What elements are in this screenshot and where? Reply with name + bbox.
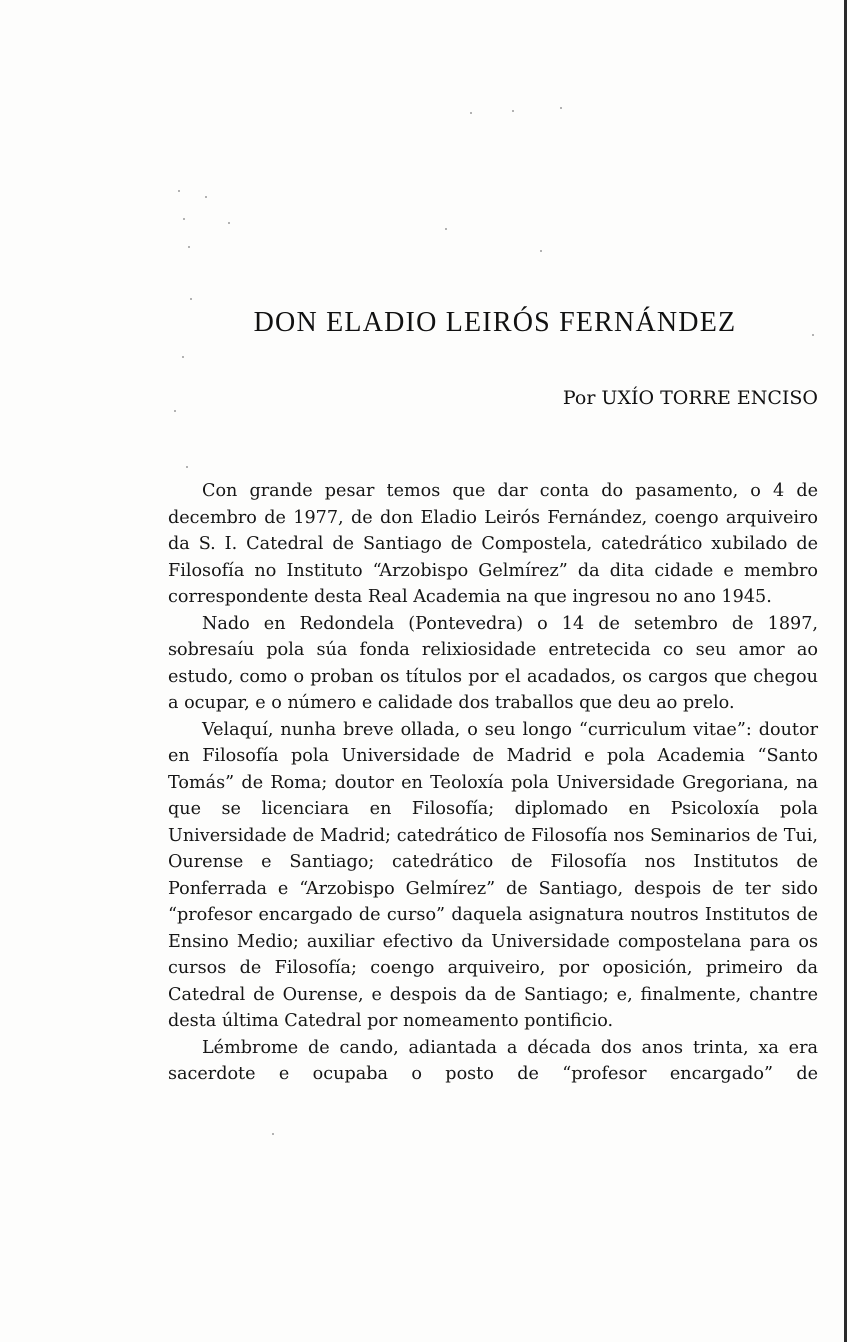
scan-speck <box>186 466 188 468</box>
body-paragraph: Velaquí, nunha breve ollada, o seu longo “curriculum vitae”: doutor en Filosofía pola Universidade de Madrid e pola Academia “Santo Tomás” de Roma; doutor en Teoloxía pola Universidade Gregoriana, na que se licenciara en Filosofía; diplomado en Psicoloxía pola Universidade de Madrid; catedrático de Filosofía nos Seminarios de Tui, Ourense e Santiago; catedrático de Filosofía nos Institutos de Ponferrada e “Arzobispo Gelmírez” de Santiago, despois de ter sido “profesor encargado de curso” daquela asignatura noutros Institutos de Ensino Medio; auxiliar efectivo da Universidade compostelana para os cursos de Filosofía; coengo arquiveiro, por oposición, primeiro da Catedral de Ourense, e despois da de Santiago; e, finalmente, chantre desta última Catedral por nomeamento pontificio. <box>168 719 818 1031</box>
scan-speck <box>183 218 185 220</box>
scan-speck <box>188 246 190 248</box>
article-byline: Por UXÍO TORRE ENCISO <box>562 387 818 409</box>
scan-speck <box>540 250 542 252</box>
scan-speck <box>174 410 176 412</box>
body-paragraph: Con grande pesar temos que dar conta do pasamento, o 4 de decembro de 1977, de don Eladio Leirós Fernández, coengo arquiveiro da S. I. Catedral de Santiago de Compostela, catedrático xubilado de Filosofía no Instituto “Arzobispo Gelmírez” da dita cidade e membro correspondente desta Real Academia na que ingresou no ano 1945. <box>168 481 818 607</box>
scan-speck <box>182 356 184 358</box>
scan-speck <box>272 1133 274 1135</box>
scan-edge-line <box>844 0 847 1342</box>
body-paragraph: Nado en Redondela (Pontevedra) o 14 de setembro de 1897, sobresaíu pola súa fonda relixiosidade entretecida co seu amor ao estudo, como o proban os títulos por el acadados, os cargos que chegou a ocupar, e o número e calidade dos traballos que deu ao prelo. <box>168 613 818 713</box>
body-paragraph: Lémbrome de cando, adiantada a década dos anos trinta, xa era sacerdote e ocupaba o posto de “profesor encargado” de <box>168 1037 818 1084</box>
article-body <box>168 478 818 1088</box>
scan-speck <box>470 112 472 114</box>
scan-speck <box>205 196 207 198</box>
scan-speck <box>190 298 192 300</box>
article-title: DON ELADIO LEIRÓS FERNÁNDEZ <box>253 307 737 338</box>
scan-speck <box>512 110 514 112</box>
scan-speck <box>228 222 230 224</box>
scan-speck <box>560 107 562 109</box>
scan-speck <box>178 190 180 192</box>
scan-speck <box>445 228 447 230</box>
